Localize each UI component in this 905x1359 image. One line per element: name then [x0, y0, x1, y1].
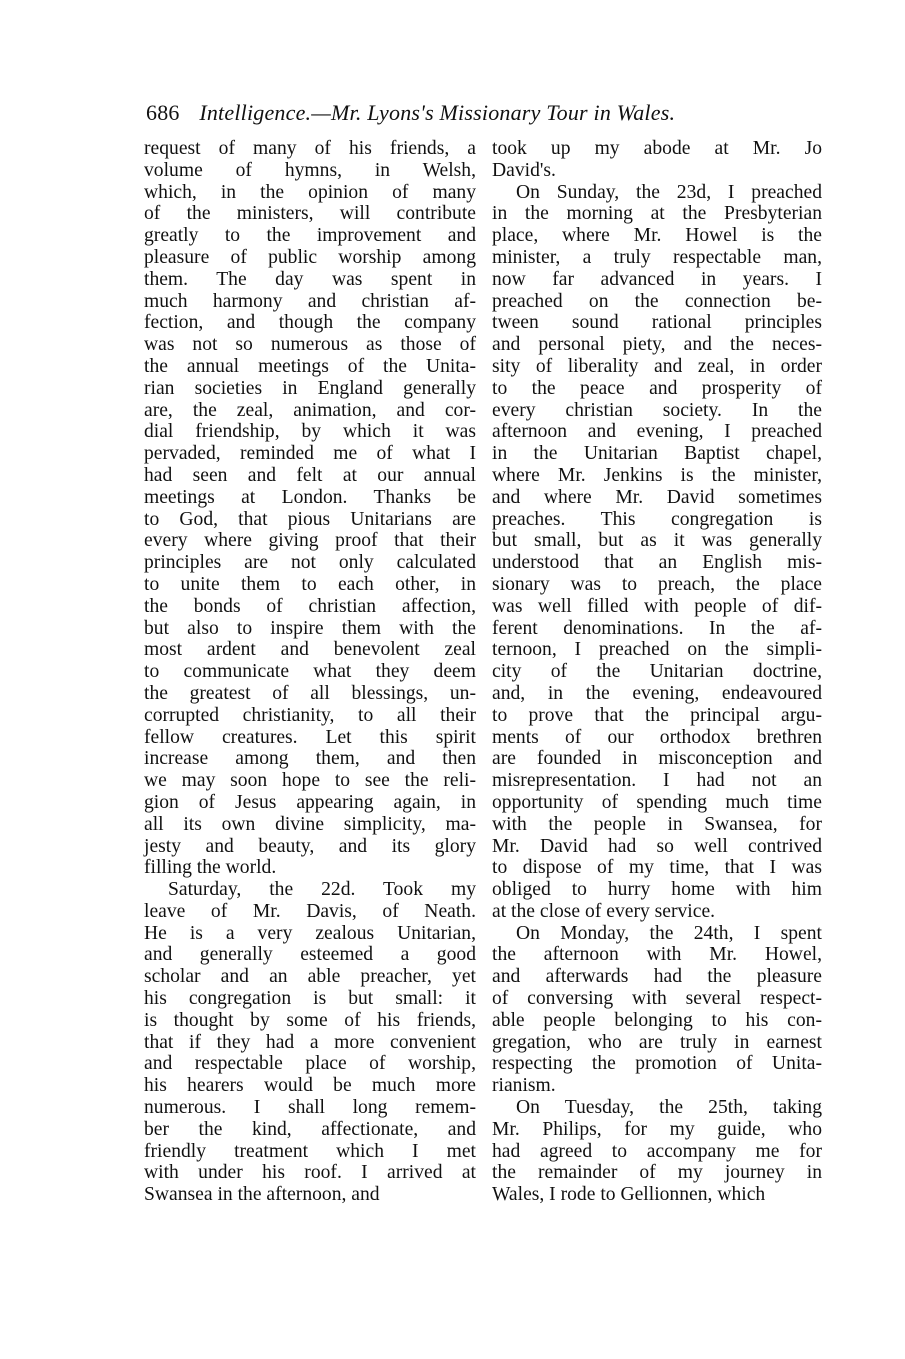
text-line: understood that an English mis-	[492, 552, 822, 574]
text-line: and respectable place of worship,	[144, 1053, 476, 1075]
running-header	[146, 100, 786, 126]
text-line: the annual meetings of the Unita-	[144, 355, 476, 377]
text-line: ments of our orthodox brethren	[492, 726, 822, 748]
text-line: the remainder of my journey in	[492, 1162, 822, 1184]
text-line: jesty and beauty, and its glory	[144, 835, 476, 857]
text-line: in the morning at the Presbyterian	[492, 203, 822, 225]
text-line: and, in the evening, endeavoured	[492, 682, 822, 704]
text-line: are founded in misconception and	[492, 748, 822, 770]
text-line: ber the kind, affectionate, and	[144, 1118, 476, 1140]
text-line: to the peace and prosperity of	[492, 377, 822, 399]
text-line: leave of Mr. Davis, of Neath.	[144, 900, 476, 922]
text-line: at the close of every service.	[492, 900, 716, 922]
right-text-column	[492, 138, 822, 1206]
text-line: ternoon, I preached on the simpli-	[492, 639, 822, 661]
text-line: corrupted christianity, to all their	[144, 704, 476, 726]
text-line: where Mr. Jenkins is the minister,	[492, 464, 822, 486]
text-line: minister, a truly respectable man,	[492, 246, 822, 268]
text-line: city of the Unitarian doctrine,	[492, 661, 822, 683]
text-line: to dispose of my time, that I was	[492, 857, 822, 879]
left-text-column	[144, 138, 476, 1206]
text-line: sity of liberality and zeal, in order	[492, 355, 822, 377]
text-line: in the Unitarian Baptist chapel,	[492, 443, 822, 465]
text-line: David's.	[492, 159, 556, 181]
text-line: and generally esteemed a good	[144, 944, 476, 966]
text-line: had seen and felt at our annual	[144, 464, 476, 486]
text-line: every christian society. In the	[492, 399, 822, 421]
text-line: to communicate what they deem	[144, 661, 476, 683]
running-title: Intelligence.—Mr. Lyons's Missionary Tour in Wales.	[199, 100, 676, 125]
text-line: dial friendship, by which it was	[144, 421, 476, 443]
text-line: place, where Mr. Howel is the	[492, 225, 822, 247]
text-line: obliged to hurry home with him	[492, 879, 822, 901]
text-line: of conversing with several respect-	[492, 988, 822, 1010]
text-line: Wales, I rode to Gellionnen, which	[492, 1184, 766, 1206]
text-line: that if they had a more convenient	[144, 1031, 476, 1053]
text-line: meetings at London. Thanks be	[144, 486, 476, 508]
text-line: now far advanced in years. I	[492, 268, 822, 290]
text-line: afternoon and evening, I preached	[492, 421, 822, 443]
text-line: the bonds of christian affection,	[144, 595, 476, 617]
text-line: his congregation is but small: it	[144, 988, 476, 1010]
text-line: Mr. David had so well contrived	[492, 835, 822, 857]
text-line: opportunity of spending much time	[492, 791, 822, 813]
text-line: gion of Jesus appearing again, in	[144, 791, 476, 813]
text-line: with under his roof. I arrived at	[144, 1162, 476, 1184]
text-line: fection, and though the company	[144, 312, 476, 334]
text-line: took up my abode at Mr. Jo	[492, 138, 822, 159]
text-line: misrepresentation. I had not an	[492, 770, 822, 792]
text-line: of the ministers, will contribute	[144, 203, 476, 225]
text-line: rian societies in England generally	[144, 377, 476, 399]
text-line: filling the world.	[144, 857, 277, 879]
text-line: greatly to the improvement and	[144, 225, 476, 247]
text-line: principles are not only calculated	[144, 552, 476, 574]
text-line: preached on the connection be-	[492, 290, 822, 312]
text-line: volume of hymns, in Welsh,	[144, 159, 476, 181]
text-line: He is a very zealous Unitarian,	[144, 922, 476, 944]
text-line: pervaded, reminded me of what I	[144, 443, 476, 465]
text-line: is thought by some of his friends,	[144, 1009, 476, 1031]
text-line: increase among them, and then	[144, 748, 476, 770]
text-line: with the people in Swansea, for	[492, 813, 822, 835]
text-line: gregation, who are truly in earnest	[492, 1031, 822, 1053]
text-line: friendly treatment which I met	[144, 1140, 476, 1162]
text-line: most ardent and benevolent zeal	[144, 639, 476, 661]
text-line: to God, that pious Unitarians are	[144, 508, 476, 530]
text-line: all its own divine simplicity, ma-	[144, 813, 476, 835]
text-line: the greatest of all blessings, un-	[144, 682, 476, 704]
text-line: Mr. Philips, for my guide, who	[492, 1118, 822, 1140]
text-line: pleasure of public worship among	[144, 246, 476, 268]
text-line: every where giving proof that their	[144, 530, 476, 552]
text-line: numerous. I shall long remem-	[144, 1097, 476, 1119]
text-line: respecting the promotion of Unita-	[492, 1053, 822, 1075]
text-line: them. The day was spent in	[144, 268, 476, 290]
text-line: to prove that the principal argu-	[492, 704, 822, 726]
text-line: and personal piety, and the neces-	[492, 334, 822, 356]
text-line: his hearers would be much more	[144, 1075, 476, 1097]
text-line: scholar and an able preacher, yet	[144, 966, 476, 988]
text-line: are, the zeal, animation, and cor-	[144, 399, 476, 421]
page-number: 686	[146, 100, 180, 125]
text-line: rianism.	[492, 1075, 556, 1097]
text-line: Swansea in the afternoon, and	[144, 1184, 380, 1206]
text-line: but small, but as it was generally	[492, 530, 822, 552]
text-line: fellow creatures. Let this spirit	[144, 726, 476, 748]
text-line: and afterwards had the pleasure	[492, 966, 822, 988]
text-line: had agreed to accompany me for	[492, 1140, 822, 1162]
text-line: able people belonging to his con-	[492, 1009, 822, 1031]
text-line: was well filled with people of dif-	[492, 595, 822, 617]
text-line: but also to inspire them with the	[144, 617, 476, 639]
text-line: was not so numerous as those of	[144, 334, 476, 356]
text-line: sionary was to preach, the place	[492, 573, 822, 595]
text-line: On Monday, the 24th, I spent	[516, 922, 822, 944]
text-line: Saturday, the 22d. Took my	[168, 879, 476, 901]
text-line: tween sound rational principles	[492, 312, 822, 334]
text-line: and where Mr. David sometimes	[492, 486, 822, 508]
text-line: the afternoon with Mr. Howel,	[492, 944, 822, 966]
text-line: which, in the opinion of many	[144, 181, 476, 203]
text-line: much harmony and christian af-	[144, 290, 476, 312]
text-line: to unite them to each other, in	[144, 573, 476, 595]
text-line: we may soon hope to see the reli-	[144, 770, 476, 792]
text-line: preaches. This congregation is	[492, 508, 822, 530]
text-line: On Tuesday, the 25th, taking	[516, 1097, 822, 1119]
text-line: ferent denominations. In the af-	[492, 617, 822, 639]
text-line: On Sunday, the 23d, I preached	[516, 181, 822, 203]
text-line: request of many of his friends, a	[144, 138, 476, 159]
